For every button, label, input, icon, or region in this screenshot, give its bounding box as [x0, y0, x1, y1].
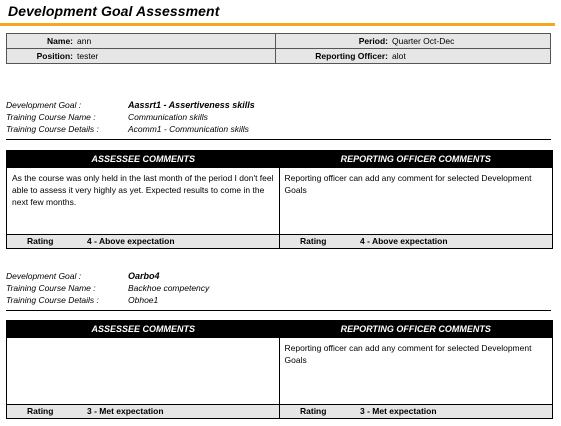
divider — [6, 310, 551, 311]
goal-details-1 — [6, 99, 255, 135]
officer-label: Reporting Officer: — [315, 51, 388, 61]
officer-comment: Reporting officer can add any comment for selected Development Goals — [284, 173, 532, 195]
course-name-label: Training Course Name : — [6, 112, 96, 122]
employee-info-table — [6, 33, 551, 64]
name-cell — [7, 34, 276, 49]
goal-label: Development Goal : — [6, 271, 82, 281]
officer-comments-header: REPORTING OFFICER COMMENTS — [340, 154, 491, 164]
rating-label: Rating — [27, 406, 54, 416]
course-name-value: Communication skills — [128, 112, 208, 122]
goal-value: Oarbo4 — [128, 271, 160, 281]
rating-label: Rating — [300, 406, 327, 416]
assessee-rating-value: 4 - Above expectation — [87, 236, 175, 246]
goal-value: Aassrt1 - Assertiveness skills — [128, 100, 255, 110]
officer-rating-value: 3 - Met expectation — [360, 406, 437, 416]
title-underline — [0, 23, 555, 26]
course-details-value: Acomm1 - Communication skills — [128, 124, 249, 134]
assessee-comments-header: ASSESSEE COMMENTS — [91, 154, 196, 164]
period-label: Period: — [358, 36, 388, 46]
assessee-comment — [7, 338, 280, 404]
rating-label: Rating — [27, 236, 54, 246]
officer-comments-header: REPORTING OFFICER COMMENTS — [340, 324, 491, 334]
page-title: Development Goal Assessment — [8, 3, 220, 19]
course-details-value: Obhoe1 — [128, 295, 159, 305]
name-label: Name: — [47, 36, 73, 46]
position-label: Position: — [36, 51, 73, 61]
divider — [6, 139, 551, 140]
comments-table-1 — [6, 150, 553, 249]
goal-details-2 — [6, 270, 209, 306]
name-value: ann — [77, 36, 92, 46]
course-details-label: Training Course Details : — [6, 124, 99, 134]
assessee-comments-header: ASSESSEE COMMENTS — [91, 324, 196, 334]
course-name-label: Training Course Name : — [6, 283, 96, 293]
officer-value: alot — [392, 51, 406, 61]
comments-table-2 — [6, 320, 553, 419]
officer-comment: Reporting officer can add any comment for selected Development Goals — [284, 343, 532, 365]
goal-label: Development Goal : — [6, 100, 82, 110]
assessee-comment: As the course was only held in the last month of the period I don't feel able to assess it very highly as yet. Expected results to come in the next few months. — [7, 168, 280, 234]
position-value: tester — [77, 51, 99, 61]
position-cell — [7, 49, 276, 64]
period-value: Quarter Oct-Dec — [392, 36, 455, 46]
assessee-rating-value: 3 - Met expectation — [87, 406, 164, 416]
period-cell — [276, 34, 551, 49]
course-name-value: Backhoe competency — [128, 283, 210, 293]
rating-label: Rating — [300, 236, 327, 246]
officer-cell — [276, 49, 551, 64]
officer-rating-value: 4 - Above expectation — [360, 236, 448, 246]
course-details-label: Training Course Details : — [6, 295, 99, 305]
